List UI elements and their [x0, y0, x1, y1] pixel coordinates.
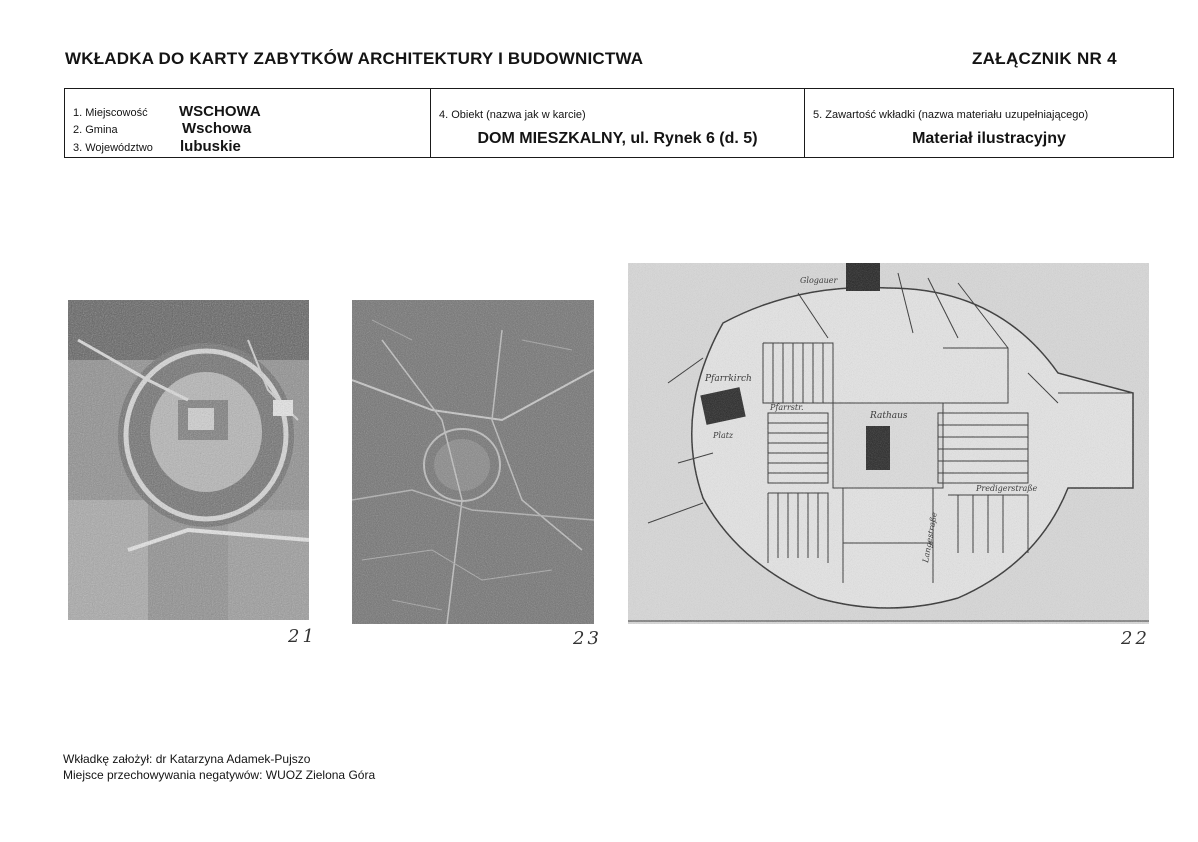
info-table [64, 88, 1174, 158]
location-cell [65, 89, 431, 157]
voivodeship-value: lubuskie [180, 138, 241, 155]
aerial-photo [68, 300, 309, 620]
content-label: 5. Zawartość wkładki (nazwa materiału uzupełniającego) [813, 109, 1089, 121]
object-label: 4. Obiekt (nazwa jak w karcie) [439, 109, 586, 121]
object-cell [431, 89, 805, 157]
footer-author: Wkładkę założył: dr Katarzyna Adamek-Pujszo [63, 752, 311, 766]
object-value: DOM MIESZKALNY, ul. Rynek 6 (d. 5) [477, 130, 758, 147]
caption-23: 23 [573, 628, 602, 649]
caption-22: 22 [1121, 628, 1150, 649]
voivodeship-label: 3. Województwo [73, 142, 153, 154]
content-cell [805, 89, 1173, 157]
caption-21: 21 [288, 626, 317, 647]
historic-map [352, 300, 594, 624]
content-value: Materiał ilustracyjny [912, 130, 1066, 147]
locality-label: 1. Miejscowość [73, 107, 148, 119]
attachment-number: ZAŁĄCZNIK NR 4 [972, 49, 1117, 68]
town-plan [628, 263, 1149, 624]
document-title: WKŁADKA DO KARTY ZABYTKÓW ARCHITEKTURY I BUDOWNICTWA [65, 49, 644, 68]
commune-label: 2. Gmina [73, 124, 118, 136]
locality-value: WSCHOWA [179, 103, 261, 120]
commune-value: Wschowa [182, 120, 252, 137]
footer-storage: Miejsce przechowywania negatywów: WUOZ Zielona Góra [63, 768, 376, 782]
